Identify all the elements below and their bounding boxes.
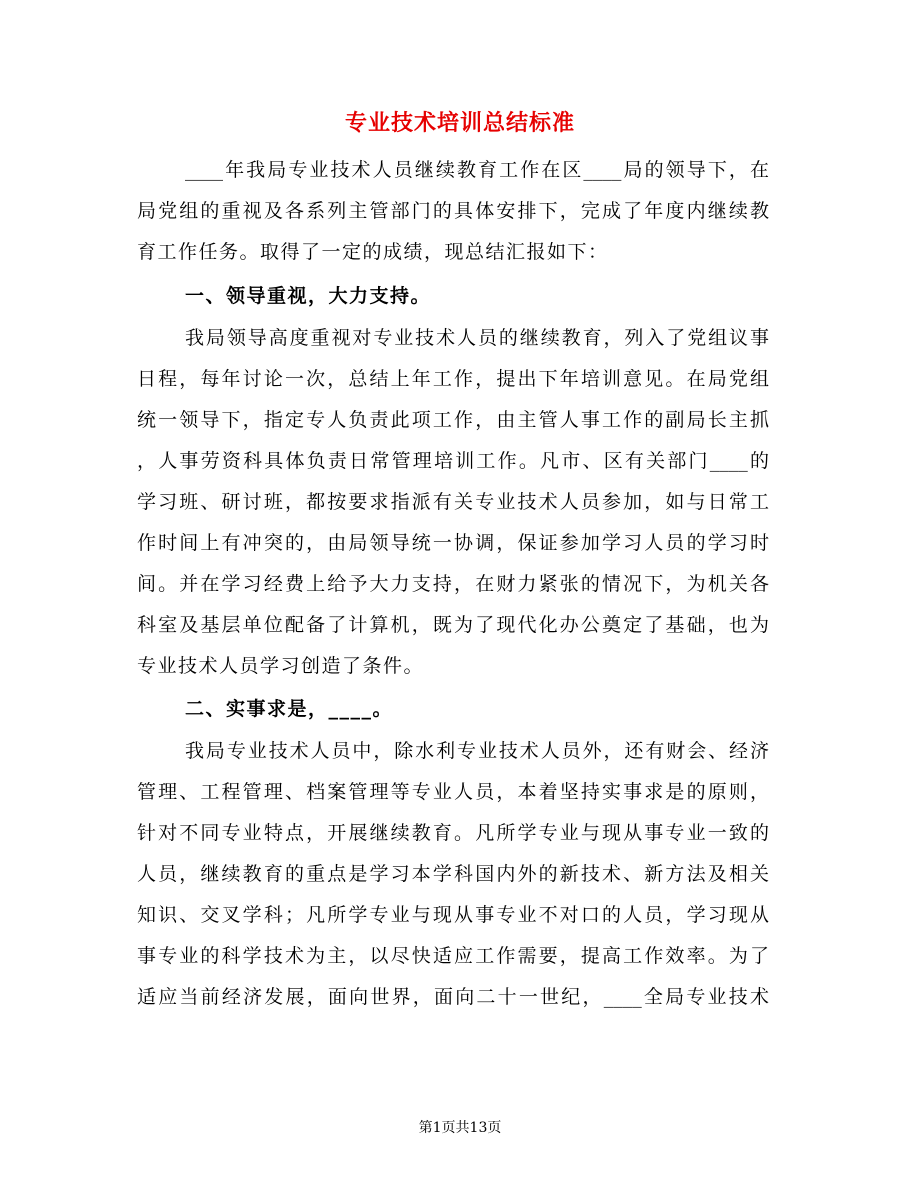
paragraph-line: ____年我局专业技术人员继续教育工作在区____局的领导下，在 xyxy=(185,159,769,181)
paragraph-line: 间。并在学习经费上给予大力支持，在财力紧张的情况下，为机关各 xyxy=(137,573,769,595)
page-number: 第1页共13页 xyxy=(418,1120,502,1136)
paragraph-line: 专业技术人员学习创造了条件。 xyxy=(137,655,425,677)
paragraph-line: 统一领导下，指定专人负责此项工作，由主管人事工作的副局长主抓 xyxy=(137,409,769,431)
paragraph-line: 日程，每年讨论一次，总结上年工作，提出下年培训意见。在局党组 xyxy=(137,368,769,390)
paragraph-line: 育工作任务。取得了一定的成绩，现总结汇报如下： xyxy=(137,241,609,263)
paragraph-line: 人员，继续教育的重点是学习本学科国内外的新技术、新方法及相关 xyxy=(137,863,769,885)
paragraph-line: 事专业的科学技术为主，以尽快适应工作需要，提高工作效率。为了 xyxy=(137,945,769,967)
section-heading-1: 一、领导重视，大力支持。 xyxy=(185,285,432,307)
paragraph-line: 我局专业技术人员中，除水利专业技术人员外，还有财会、经济 xyxy=(185,740,769,762)
paragraph-line: 管理、工程管理、档案管理等专业人员，本着坚持实事求是的原则， xyxy=(137,781,769,803)
document-title: 专业技术培训总结标准 xyxy=(344,110,575,136)
paragraph-line: 作时间上有冲突的，由局领导统一协调，保证参加学习人员的学习时 xyxy=(137,532,769,554)
paragraph-line: 针对不同专业特点，开展继续教育。凡所学专业与现从事专业一致的 xyxy=(137,822,769,844)
paragraph-line: 学习班、研讨班，都按要求指派有关专业技术人员参加，如与日常工 xyxy=(137,491,769,513)
paragraph-line: 我局领导高度重视对专业技术人员的继续教育，列入了党组议事 xyxy=(185,327,769,349)
paragraph-line: 局党组的重视及各系列主管部门的具体安排下，完成了年度内继续教 xyxy=(137,200,769,222)
paragraph-line: 适应当前经济发展，面向世界，面向二十一世纪，____全局专业技术 xyxy=(137,986,769,1008)
paragraph-line: ，人事劳资科具体负责日常管理培训工作。凡市、区有关部门____的 xyxy=(137,450,769,472)
paragraph-line: 知识、交叉学科；凡所学专业与现从事专业不对口的人员，学习现从 xyxy=(137,904,769,926)
paragraph-line: 科室及基层单位配备了计算机，既为了现代化办公奠定了基础，也为 xyxy=(137,614,769,636)
section-heading-2: 二、实事求是，____。 xyxy=(185,698,394,720)
